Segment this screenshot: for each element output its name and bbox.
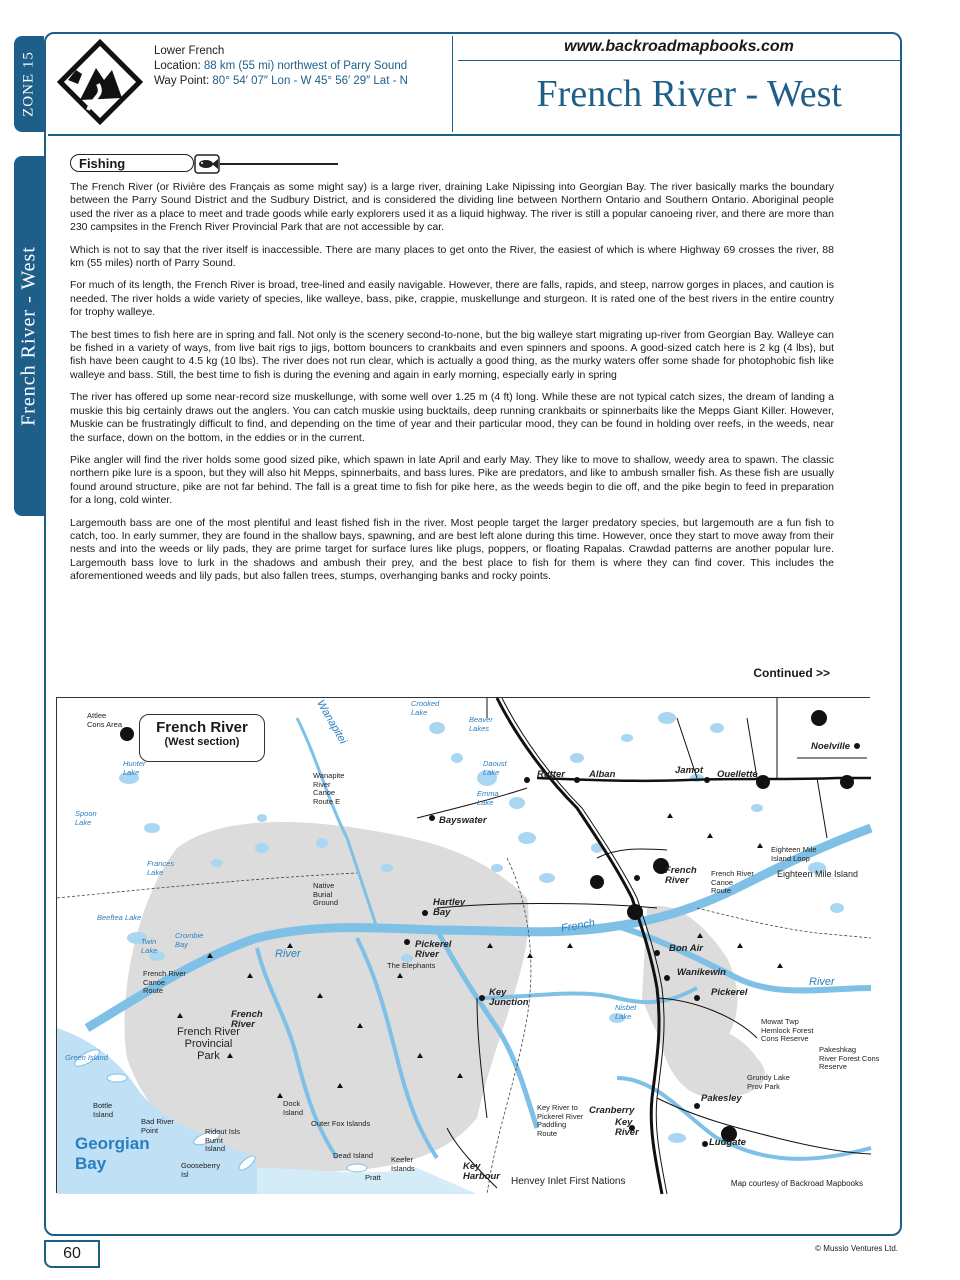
paragraph: Pike angler will find the river holds some good sized pike, which spawn in late April and early May. They like to move to shallow, weedy area to spawn. The classic northern pike lure is a spoon, but they will also hit Mepps, spinnerbaits, and bass lures. Pike are predators, and like to ambush smaller fish. As these fish are usually found around structure, pike are not far behind. The fall is a great time to fish for pike here, as the weeds begin to die off, and the pike begin to feed in preparation for a long, cold winter.: [70, 453, 834, 507]
map-credit: Map courtesy of Backroad Mapbooks: [730, 1179, 863, 1188]
map-label: Eighteen Mile Island: [777, 869, 859, 879]
map-label: Gooseberry Isl: [181, 1161, 221, 1179]
map-label: Ridout Isls Burnt Island: [205, 1127, 241, 1153]
map-label: Dead Island: [333, 1151, 374, 1160]
zone-tab: [14, 36, 44, 132]
town-label: Cranberry: [589, 1105, 635, 1116]
map-label: Mowat Twp Hemlock Forest Cons Reserve: [761, 1017, 814, 1043]
town-label: Key Junction: [489, 987, 529, 1008]
town-label: Pakesley: [701, 1093, 742, 1104]
location-info: [154, 44, 408, 89]
section-heading: [70, 154, 338, 176]
map-label: Nisbet Lake: [615, 1003, 637, 1021]
map-label: Twin Lake: [141, 937, 158, 955]
location-header: [48, 36, 453, 132]
town-label: Pickerel River: [415, 939, 452, 960]
location-value: 88 km (55 mi) northwest of Parry Sound: [203, 60, 408, 72]
map-label: Emma Lake: [477, 789, 499, 807]
map-label: Beeftea Lake: [97, 913, 142, 922]
town-label: Ouellette: [717, 769, 758, 780]
title-block: [458, 36, 900, 132]
header-rule: [48, 134, 900, 136]
article-body: [70, 181, 834, 593]
map-label: Beaver Lakes: [469, 715, 493, 733]
continued-link[interactable]: Continued >>: [753, 666, 830, 680]
town-label: Pickerel: [711, 987, 748, 998]
river-label: Wanapitei: [314, 698, 349, 747]
location-label: Location:: [154, 60, 204, 72]
town-label: Rutter: [537, 769, 565, 780]
map-label: The Elephants: [387, 961, 436, 970]
map-label: French River Canoe Route: [711, 869, 754, 895]
map-label: Frances Lake: [147, 859, 175, 877]
area-map: [56, 697, 880, 1193]
river-label: River: [809, 976, 835, 988]
town-label: French River: [665, 865, 697, 886]
side-tab-label: French River - West: [17, 246, 40, 426]
town-label: Key River: [615, 1117, 639, 1138]
side-tab: [14, 156, 44, 516]
georgian-bay-label: Georgian Bay: [75, 1134, 150, 1173]
town-label: Ludgate: [709, 1137, 746, 1148]
section-heading-label: Fishing: [70, 154, 194, 172]
map-label: Bottle Island: [93, 1101, 114, 1119]
town-label: Bayswater: [439, 815, 487, 826]
copyright: © Mussio Ventures Ltd.: [815, 1244, 898, 1253]
fish-icon: [194, 154, 220, 174]
waypoint-value: 80° 54′ 07″ Lon - W 45° 56′ 29″ Lat - N: [212, 75, 408, 87]
town-label: Jamot: [675, 765, 703, 776]
paragraph: For much of its length, the French River is broad, tree-lined and easily navigable. However, there are falls, rapids, and steep, narrow gorges in places, and caution is needed. The river holds a wide variety of species, like walleye, bass, pike, crappie, muskellunge and sturgeon. It is rated one of the best rivers in the entire country for trophy walleye.: [70, 279, 834, 319]
heading-rule: [220, 163, 338, 165]
paragraph: The river has offered up some near-record size muskellunge, with some well over 1.25 m (4 ft) long. While these are not typical catch sizes, the dream of landing a muskie this big certainly draws out the anglers. You can catch muskie using bucktails, deep running crankbaits or spinnerbaits like the Mepps Giant Killer. However, Muskie can be frustratingly difficult to find, and depending on the time of year and their particular mood, they can be found in holding over reefs, in the weeds, near the surface, down on the bottom, in the eddies or in the current.: [70, 391, 834, 444]
title-divider: [458, 60, 900, 61]
map-label: Wanapite River Canoe Route E: [313, 771, 345, 806]
first-nation-label: Henvey Inlet First Nations: [511, 1176, 626, 1187]
map-label: Outer Fox Islands: [311, 1119, 371, 1128]
map-label: Attlee Cons Area: [87, 711, 123, 729]
map-label: Key River to Pickerel River Paddling Route: [537, 1103, 584, 1138]
map-label: Native Burial Ground: [313, 881, 339, 907]
river-label: French: [560, 917, 596, 935]
website-url[interactable]: www.backroadmapbooks.com: [564, 38, 794, 55]
map-label: Grundy Lake Prov Park: [747, 1073, 790, 1091]
zone-label: ZONE 15: [20, 51, 37, 117]
map-label: Spoon Lake: [75, 809, 97, 827]
paragraph: The best times to fish here are in spring and fall. Not only is the scenery second-to-none, but the big walleye start migrating up-river from Georgian Bay. Walleye can be fished in a variety of ways, from live bait rigs to jigs, bottom bouncers to crankbaits and even spinners and spoons. A good-sized catch here is 2 kg (4 lbs), but fish have been caught to 4.5 kg (10 lbs). The river does not run clear, which is actually a good thing, as the murky waters offer some shade for photophobic fish like walleye and bass. Still, the best time to fish is during the evening and again in early morning, especially early in spring: [70, 328, 834, 381]
map-title: French River: [156, 719, 248, 736]
town-label: Key Harbour: [463, 1161, 500, 1182]
page-title: French River - West: [536, 73, 842, 115]
town-label: Noelville: [811, 741, 851, 752]
map-label: Pratt: [365, 1173, 381, 1182]
map-label: Pakeshkag River Forest Cons Reserve: [819, 1045, 880, 1071]
town-label: Alban: [589, 769, 616, 780]
map-label: Daoust Lake: [483, 759, 507, 777]
town-label: Bon Air: [669, 943, 703, 954]
town-label: Wanikewin: [677, 967, 726, 978]
map-label: Hunter Lake: [123, 759, 146, 777]
paragraph: The French River (or Rivière des Français as some might say) is a large river, draining Lake Nipissing into Georgian Bay. The river basically marks the boundary between the Parry Sound District and the Sudbury District, and is considered the dividing line between Northern Ontario and Southern Ontario. Aboriginal people used the river as a place to meet and trade goods while early explorers used it as a liquid highway. The river is still a popular canoeing river, and there are more than 230 campsites in the French River Provincial Park that are not accessible by car.: [70, 181, 834, 234]
paragraph: Largemouth bass are one of the most plentiful and least fished fish in the river. Most people target the larger predatory species, but largemouth are a fun fish to catch, too. In early summer, they are found in the shallow bays, spawning, and are best left alone during this time. However, once they start to move away from their nests and into the weeds or lily pads, they are prime target for surface lures like plugs, poppers, or floating Rapalas. Crawdad patterns are another popular lure. Largemouth bass love to lurk in the shadows and ambush their prey, and the best place to fish for them is where they can find cover. This includes the aforementioned weeds and lily pads, but also fallen trees, stumps, overhanging banks and rocky points.: [70, 516, 834, 583]
area-name: Lower French: [154, 45, 225, 57]
paragraph: Which is not to say that the river itself is inaccessible. There are many places to get onto the River, the easiest of which is where Highway 69 crosses the river, 88 km (55 miles) north of Parry Sound.: [70, 243, 834, 270]
map-label: Green Island: [65, 1053, 108, 1062]
park-label: French River Provincial Park: [177, 1026, 240, 1062]
map-label: French River Canoe Route: [143, 969, 186, 995]
waypoint-label: Way Point:: [154, 75, 213, 87]
map-subtitle: (West section): [164, 736, 240, 748]
backroad-logo-icon: [58, 40, 142, 124]
map-label: Crombie Bay: [175, 931, 204, 949]
town-label: Hartley Bay: [433, 897, 466, 918]
map-label: Dock Island: [283, 1099, 304, 1117]
map-label: Crooked Lake: [411, 699, 440, 717]
map-label: Eighteen Mile Island Loop: [771, 845, 817, 863]
river-label: River: [275, 948, 301, 960]
map-label: Keefer Islands: [391, 1155, 415, 1173]
map-label: French River: [231, 1009, 263, 1030]
map-title-box: [139, 714, 265, 762]
map-label: Bad River Point: [141, 1117, 174, 1135]
page-number: 60: [44, 1240, 100, 1268]
